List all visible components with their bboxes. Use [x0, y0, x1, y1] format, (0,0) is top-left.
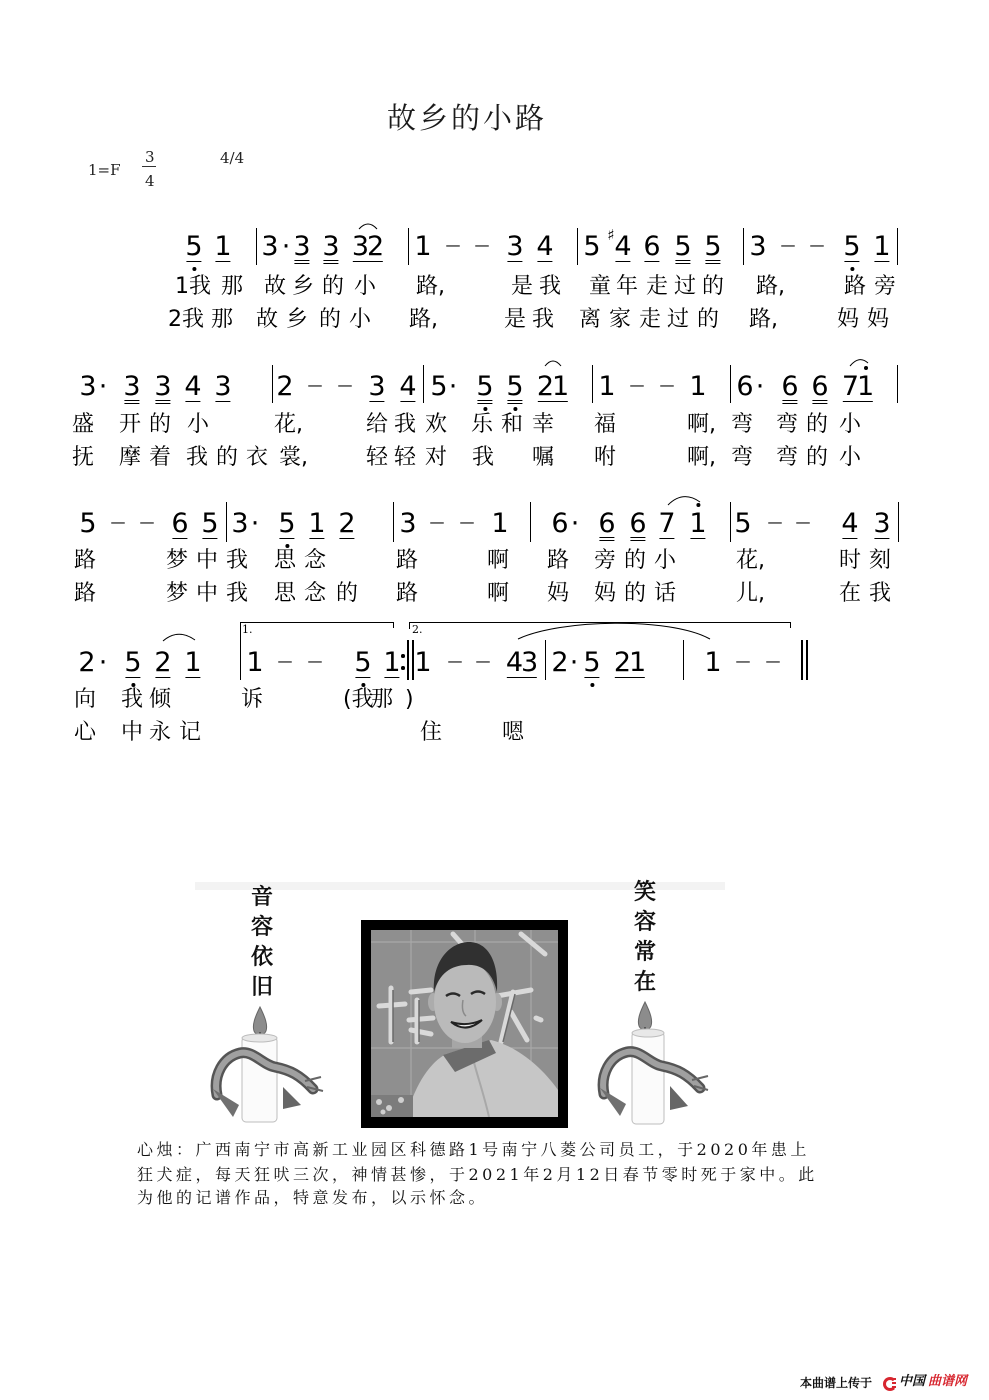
lyric: 乡 [286, 307, 309, 332]
lyric: 我 [121, 687, 144, 712]
augmentation-dot: · [98, 371, 108, 402]
note: 6 [551, 508, 569, 539]
lyric: 路, [749, 307, 778, 332]
note: 4 [184, 371, 202, 402]
note: 5 [201, 508, 219, 539]
note: 1 [689, 508, 707, 539]
barline [743, 228, 744, 265]
lyric: 住 [420, 720, 443, 745]
memorial-text-line: 为他的记谱作品，特意发布，以示怀念。 [137, 1188, 489, 1207]
lyric: 我 [532, 307, 555, 332]
note: 5 [704, 231, 722, 262]
lyric: 弯 [731, 445, 754, 470]
lyric: 刻 [869, 548, 892, 573]
second-ending-label: 2. [412, 623, 423, 636]
note: 4 [841, 508, 859, 539]
upload-credit: 本曲谱上传于 [800, 1376, 873, 1390]
lyric: 那 [211, 307, 234, 332]
lyric: 永 [149, 720, 172, 745]
slur [545, 361, 561, 366]
lyric: 向 [74, 687, 97, 712]
lyric: 衣 [246, 445, 269, 470]
note: 2 [154, 647, 172, 678]
lyric: 乡 [292, 274, 315, 299]
lyric: 话 [654, 581, 677, 606]
augmentation-dot: · [569, 647, 579, 678]
duration-dash: — [767, 513, 783, 531]
note: 4 [536, 231, 554, 262]
note: 2 [338, 508, 356, 539]
lyric: (我 [343, 687, 374, 712]
note: 1 [491, 508, 509, 539]
lyric: 路, [416, 274, 445, 299]
note-group: 21 [613, 647, 645, 678]
lyric: 幸 [532, 412, 555, 437]
lyric: 嘱 [532, 445, 555, 470]
time-signature-divider [142, 166, 156, 167]
lyric: 弯 [776, 445, 799, 470]
lyric: 梦 [166, 581, 189, 606]
barline [530, 502, 531, 542]
note: 5 [185, 231, 203, 262]
note-group: 21 [536, 371, 568, 402]
lyric: 福 [594, 412, 617, 437]
duration-dash: — [459, 513, 475, 531]
lyric: 小 [654, 548, 677, 573]
duration-dash: — [735, 652, 751, 670]
lyric: 儿, [736, 581, 765, 606]
duration-dash: — [474, 236, 490, 254]
lyric: 过 [674, 274, 697, 299]
lyric: 是 [511, 274, 534, 299]
note: 5 [354, 647, 372, 678]
augmentation-dot: · [755, 371, 765, 402]
barline [730, 365, 731, 403]
site-name-red: 曲谱网 [928, 1374, 968, 1389]
lyric: 花, [736, 548, 765, 573]
duration-dash: — [780, 236, 796, 254]
duration-dash: — [475, 652, 491, 670]
lyric: 倾 [149, 687, 172, 712]
caption-char: 常 [633, 939, 657, 965]
lyric: 的 [336, 581, 359, 606]
left-candle-icon [205, 995, 325, 1130]
lyric: 我 [186, 445, 209, 470]
lyric: 那 [221, 274, 244, 299]
lyric: 我 [226, 581, 249, 606]
lyric: 的 [806, 445, 829, 470]
lyric: 我 [226, 548, 249, 573]
duration-dash: — [629, 376, 645, 394]
lyric: 和 [501, 412, 524, 437]
right-candle-icon [590, 990, 710, 1130]
memorial-text-line: 狂犬症，每天狂吠三次，神情甚惨，于2021年2月12日春节零时死于家中。此 [137, 1165, 818, 1184]
duration-dash: — [795, 513, 811, 531]
note-group: 32 [351, 231, 383, 262]
note: 5 [506, 371, 524, 402]
note: 3 [79, 371, 97, 402]
lyric: 妈 [594, 581, 617, 606]
lyric: 的 [806, 412, 829, 437]
lyric: 中 [196, 548, 219, 573]
duration-dash: — [445, 236, 461, 254]
augmentation-dot: · [98, 647, 108, 678]
note: 1 [383, 647, 401, 678]
lyric: 开 [119, 412, 142, 437]
lyric: 给 [366, 412, 389, 437]
lyric: 路, [409, 307, 438, 332]
lyric: 童 [589, 274, 612, 299]
note: 3 [322, 231, 340, 262]
lyric: 的 [319, 307, 342, 332]
time-signature-denominator: 4 [145, 172, 155, 190]
barline [423, 365, 424, 403]
lyric: 的 [216, 445, 239, 470]
lyric: 诉 [241, 687, 264, 712]
note: 5 [430, 371, 448, 402]
note: 6 [736, 371, 754, 402]
lyric: 啊, [687, 445, 716, 470]
note: 5 [583, 647, 601, 678]
lyric: 的 [624, 548, 647, 573]
note: 6 [171, 508, 189, 539]
duration-dash: — [307, 652, 323, 670]
barline [272, 365, 273, 403]
lyric: 的 [149, 412, 172, 437]
lyric: 故 [264, 274, 287, 299]
key-signature: 1=F [88, 161, 121, 179]
note: 1 [246, 647, 264, 678]
lyric: 路 [844, 274, 867, 299]
note: 2 [78, 647, 96, 678]
first-ending-bracket [241, 623, 394, 641]
duration-dash: — [447, 652, 463, 670]
note: 5 [843, 231, 861, 262]
caption-char: 容 [633, 909, 657, 935]
note: 5 [674, 231, 692, 262]
lyric: 妈 [837, 307, 860, 332]
duration-dash: — [307, 376, 323, 394]
lyric: 路 [396, 548, 419, 573]
alternate-time-signature: 4/4 [220, 149, 245, 167]
note: 1 [598, 371, 616, 402]
note: 3 [154, 371, 172, 402]
time-signature-numerator: 3 [145, 148, 155, 166]
note: 1 [308, 508, 326, 539]
caption-char: 音 [250, 884, 274, 910]
duration-dash: — [765, 652, 781, 670]
lyric: 走 [646, 274, 669, 299]
caption-char: 依 [250, 944, 274, 970]
lyric: 路, [756, 274, 785, 299]
lyric: 我 [394, 412, 417, 437]
note: 1 [414, 647, 432, 678]
note: 3 [123, 371, 141, 402]
note: 4 [399, 371, 417, 402]
augmentation-dot: · [570, 508, 580, 539]
note: 7 [658, 508, 676, 539]
lyric: 路 [396, 581, 419, 606]
lyric: 我 [869, 581, 892, 606]
lyric: 路 [547, 548, 570, 573]
note: 3 [506, 231, 524, 262]
lyric: 梦 [166, 548, 189, 573]
lyric: 的 [624, 581, 647, 606]
barline [592, 365, 593, 403]
note: 3 [749, 231, 767, 262]
note: 3 [261, 231, 279, 262]
note: 6 [781, 371, 799, 402]
barline [898, 502, 899, 542]
caption-char: 笑 [633, 879, 657, 905]
lyric: 过 [667, 307, 690, 332]
lyric: 的 [702, 274, 725, 299]
lyric: 我 [539, 274, 562, 299]
note: 1 [689, 371, 707, 402]
lyric: 小 [354, 274, 377, 299]
caption-char: 旧 [250, 974, 274, 1000]
lyric: 故 [256, 307, 279, 332]
lyric: ) [405, 687, 414, 712]
note: 2 [276, 371, 294, 402]
note: 3 [368, 371, 386, 402]
lyric: 1我 [175, 274, 211, 299]
lyric: 年 [616, 274, 639, 299]
first-ending-label: 1. [242, 623, 253, 636]
final-barline [801, 640, 803, 680]
note: 6 [643, 231, 661, 262]
tie-long [518, 623, 710, 639]
lyric: 路 [74, 581, 97, 606]
lyric: 花, [274, 412, 303, 437]
note: 1 [184, 647, 202, 678]
lyric: 抚 [72, 445, 95, 470]
lyric: 小 [839, 412, 862, 437]
note-group: 43 [505, 647, 537, 678]
lyric: 的 [322, 274, 345, 299]
second-ending-bracket [410, 623, 791, 630]
lyric: 弯 [776, 412, 799, 437]
duration-dash: — [110, 513, 126, 531]
lyric: 啊 [487, 581, 510, 606]
memorial-photo-frame [361, 920, 568, 1128]
duration-dash: — [429, 513, 445, 531]
repeat-barline [407, 640, 409, 680]
lyric: 小 [349, 307, 372, 332]
song-title: 故乡的小路 [386, 101, 547, 135]
lyric: 裳, [279, 445, 308, 470]
augmentation-dot: · [281, 231, 291, 262]
final-barline [806, 640, 808, 680]
lyric: 轻 [394, 445, 417, 470]
note: 1 [704, 647, 722, 678]
site-name-black: 中国 [899, 1374, 926, 1389]
duration-dash: — [139, 513, 155, 531]
lyric: 着 [149, 445, 172, 470]
slur [163, 634, 195, 641]
lyric: 路 [74, 548, 97, 573]
lyric: 家 [609, 307, 632, 332]
lyric: 念 [304, 548, 327, 573]
lyric: 小 [187, 412, 210, 437]
note: 1 [873, 231, 891, 262]
lyric: 盛 [72, 412, 95, 437]
lyric: 咐 [594, 445, 617, 470]
lyric: 在 [839, 581, 862, 606]
note: 2 [551, 647, 569, 678]
note: 3 [231, 508, 249, 539]
lyric: 妈 [867, 307, 890, 332]
lyric: 那 [371, 687, 394, 712]
sharp-sign: ♯ [607, 226, 615, 244]
note: 6 [629, 508, 647, 539]
lyric: 小 [839, 445, 862, 470]
portrait-photo [371, 930, 558, 1117]
duration-dash: — [277, 652, 293, 670]
lyric: 旁 [874, 274, 897, 299]
slur [359, 224, 377, 229]
note: 1 [414, 231, 432, 262]
site-logo-mark-icon [892, 1378, 896, 1388]
repeat-dot [401, 654, 405, 658]
note: 5 [124, 647, 142, 678]
lyric: 啊, [687, 412, 716, 437]
lyric: 2我 [168, 307, 204, 332]
barline [545, 640, 546, 680]
barline [897, 365, 898, 403]
note: 6 [598, 508, 616, 539]
lyric: 念 [304, 581, 327, 606]
lyric: 旁 [594, 548, 617, 573]
note: 3 [214, 371, 232, 402]
duration-dash: — [659, 376, 675, 394]
note: 3 [873, 508, 891, 539]
duration-dash: — [809, 236, 825, 254]
barline [897, 228, 898, 265]
note: 1 [214, 231, 232, 262]
slur [668, 497, 700, 505]
note: 5 [583, 231, 601, 262]
barline [730, 502, 731, 542]
lyric: 时 [839, 548, 862, 573]
lyric: 思 [274, 548, 297, 573]
lyric: 嗯 [502, 720, 525, 745]
lyric: 轻 [366, 445, 389, 470]
lyric: 中 [121, 720, 144, 745]
repeat-dot [401, 666, 405, 670]
lyric: 对 [425, 445, 448, 470]
note: 3 [399, 508, 417, 539]
barline [683, 640, 684, 680]
lyric: 思 [274, 581, 297, 606]
lyric: 离 [579, 307, 602, 332]
augmentation-dot: · [250, 508, 260, 539]
caption-char: 在 [633, 969, 657, 995]
note: 5 [278, 508, 296, 539]
barline [393, 502, 394, 542]
augmentation-dot: · [448, 371, 458, 402]
lyric: 的 [697, 307, 720, 332]
caption-char: 容 [250, 914, 274, 940]
barline [577, 228, 578, 265]
lyric: 我 [472, 445, 495, 470]
lyric: 是 [504, 307, 527, 332]
barline [256, 228, 257, 265]
note: 3 [293, 231, 311, 262]
lyric: 心 [74, 720, 97, 745]
lyric: 弯 [731, 412, 754, 437]
note: 5 [734, 508, 752, 539]
note: 5 [79, 508, 97, 539]
note: 6 [811, 371, 829, 402]
lyric: 记 [179, 720, 202, 745]
barline [226, 502, 227, 542]
note-group: 71 [841, 371, 873, 402]
lyric: 啊 [487, 548, 510, 573]
lyric: 走 [639, 307, 662, 332]
duration-dash: — [337, 376, 353, 394]
lyric: 摩 [119, 445, 142, 470]
lyric: 乐 [471, 412, 494, 437]
barline [408, 228, 409, 265]
memorial-text-line: 心烛：广西南宁市高新工业园区科德路1号南宁八菱公司员工，于2020年患上 [137, 1140, 810, 1159]
note: 5 [476, 371, 494, 402]
lyric: 中 [196, 581, 219, 606]
note: 4 [614, 231, 632, 262]
octave-dot-above [864, 366, 868, 370]
lyric: 妈 [547, 581, 570, 606]
lyric: 欢 [425, 412, 448, 437]
